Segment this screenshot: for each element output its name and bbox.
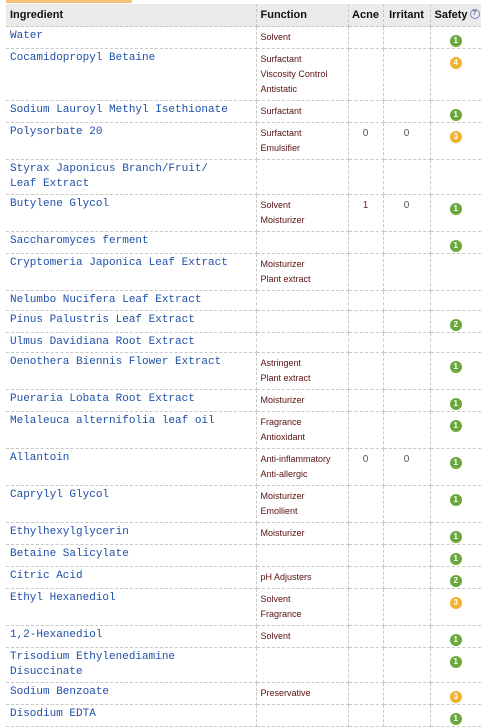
ingredient-cell	[6, 545, 256, 567]
ingredient-name-link[interactable]: Saccharomyces ferment	[10, 235, 149, 247]
ingredient-name-link[interactable]: Sodium Benzoate	[10, 686, 110, 698]
table-row	[6, 311, 481, 333]
table-row	[6, 160, 481, 195]
function-cell	[256, 333, 348, 353]
acne-value	[349, 27, 383, 30]
function-label: Solvent	[260, 631, 291, 641]
safety-header: Safety ?	[430, 4, 481, 27]
function-label: Solvent	[260, 594, 291, 604]
table-row	[6, 705, 481, 727]
tab-strip-accent	[6, 0, 132, 3]
acne-value	[349, 626, 383, 629]
acne-value	[349, 311, 383, 314]
help-icon[interactable]: ?	[470, 9, 480, 19]
acne-value: 0	[362, 128, 369, 139]
irritant-value	[384, 523, 430, 526]
irritant-cell	[383, 27, 430, 49]
ingredient-cell	[6, 390, 256, 412]
ingredient-name-link[interactable]: Polysorbate 20	[10, 126, 103, 138]
acne-value	[349, 232, 383, 235]
irritant-value	[384, 232, 430, 235]
table-row	[6, 390, 481, 412]
safety-badge: 2	[450, 319, 462, 331]
table-row	[6, 195, 481, 232]
function-cell	[256, 254, 348, 291]
irritant-value: 0	[403, 128, 410, 139]
irritant-cell	[383, 626, 430, 648]
function-cell	[256, 390, 348, 412]
safety-badge: 1	[450, 457, 462, 469]
acne-cell	[348, 523, 383, 545]
safety-cell	[430, 486, 481, 523]
irritant-cell	[383, 101, 430, 123]
table-row	[6, 27, 481, 49]
acne-cell	[348, 390, 383, 412]
safety-cell	[430, 567, 481, 589]
function-cell	[256, 195, 348, 232]
irritant-value	[384, 486, 430, 489]
table-header-row	[6, 4, 481, 27]
safety-cell	[430, 123, 481, 160]
irritant-cell	[383, 232, 430, 254]
table-row	[6, 412, 481, 449]
function-cell	[256, 648, 348, 683]
ingredient-header: Ingredient	[6, 4, 256, 27]
acne-cell	[348, 27, 383, 49]
table-row	[6, 683, 481, 705]
ingredient-cell	[6, 449, 256, 486]
ingredient-cell	[6, 567, 256, 589]
irritant-cell	[383, 683, 430, 705]
acne-value	[349, 648, 383, 651]
ingredient-cell	[6, 648, 256, 683]
irritant-value	[384, 254, 430, 257]
table-row	[6, 486, 481, 523]
acne-value	[349, 160, 383, 163]
irritant-value	[384, 311, 430, 314]
irritant-cell	[383, 123, 430, 160]
safety-cell	[430, 648, 481, 683]
ingredient-cell	[6, 333, 256, 353]
safety-badge: 1	[450, 361, 462, 373]
safety-badge: 1	[450, 634, 462, 646]
acne-cell	[348, 195, 383, 232]
acne-cell	[348, 49, 383, 101]
irritant-value	[384, 333, 430, 336]
function-label: Astringent	[260, 358, 302, 368]
ingredient-name-link[interactable]: Leaf Extract	[10, 178, 90, 190]
irritant-value	[384, 412, 430, 415]
function-label: Surfactant	[260, 128, 302, 138]
function-cell	[256, 353, 348, 390]
ingredient-name-link[interactable]: Nelumbo Nucifera Leaf Extract	[10, 294, 202, 306]
function-header: Function	[256, 4, 348, 27]
safety-badge: 1	[450, 240, 462, 252]
safety-cell	[430, 49, 481, 101]
function-label: Moisturizer	[260, 528, 305, 538]
safety-cell	[430, 311, 481, 333]
safety-cell	[430, 160, 481, 195]
function-label: Moisturizer	[260, 259, 305, 269]
irritant-cell	[383, 333, 430, 353]
function-label: Anti-inflammatory	[260, 454, 331, 464]
function-label: Emollient	[260, 506, 298, 516]
ingredient-name-link[interactable]: Pueraria Lobata Root Extract	[10, 393, 195, 405]
table-row	[6, 567, 481, 589]
ingredient-name-link[interactable]: Allantoin	[10, 452, 70, 464]
table-row	[6, 449, 481, 486]
ingredient-cell	[6, 353, 256, 390]
table-row	[6, 545, 481, 567]
table-row	[6, 353, 481, 390]
ingredient-name-link[interactable]: Butylene Glycol	[10, 198, 110, 210]
function-label: Fragrance	[260, 417, 302, 427]
safety-cell	[430, 101, 481, 123]
function-label: Preservative	[260, 688, 311, 698]
acne-value	[349, 291, 383, 294]
safety-cell	[430, 254, 481, 291]
table-row	[6, 648, 481, 683]
safety-cell	[430, 232, 481, 254]
safety-cell	[430, 626, 481, 648]
acne-cell	[348, 683, 383, 705]
ingredient-cell	[6, 254, 256, 291]
ingredient-cell	[6, 412, 256, 449]
safety-cell	[430, 195, 481, 232]
irritant-cell	[383, 589, 430, 626]
safety-badge: 3	[450, 691, 462, 703]
safety-badge: 1	[450, 398, 462, 410]
acne-cell	[348, 626, 383, 648]
ingredient-name-link[interactable]: Water	[10, 30, 44, 42]
acne-cell	[348, 589, 383, 626]
ingredient-name-link[interactable]: Trisodium Ethylenediamine	[10, 651, 176, 663]
function-label: Moisturizer	[260, 395, 305, 405]
ingredient-name-link[interactable]: Ethylhexylglycerin	[10, 526, 129, 538]
ingredient-cell	[6, 626, 256, 648]
function-label: Solvent	[260, 32, 291, 42]
function-label: Moisturizer	[260, 215, 305, 225]
safety-badge: 1	[450, 713, 462, 725]
function-cell	[256, 160, 348, 195]
acne-cell	[348, 648, 383, 683]
irritant-value: 0	[403, 454, 410, 465]
acne-value	[349, 353, 383, 356]
acne-cell	[348, 353, 383, 390]
safety-cell	[430, 333, 481, 353]
ingredient-cell	[6, 27, 256, 49]
function-cell	[256, 486, 348, 523]
acne-value: 1	[362, 200, 369, 211]
safety-badge: 1	[450, 553, 462, 565]
ingredient-name-link[interactable]: Pinus Palustris Leaf Extract	[10, 314, 195, 326]
acne-value	[349, 683, 383, 686]
function-cell	[256, 545, 348, 567]
ingredient-cell	[6, 291, 256, 311]
acne-value	[349, 545, 383, 548]
ingredient-name-link[interactable]: Cocamidopropyl Betaine	[10, 52, 156, 64]
safety-badge: 4	[450, 57, 462, 69]
table-row	[6, 49, 481, 101]
function-cell	[256, 449, 348, 486]
irritant-cell	[383, 523, 430, 545]
function-label: Moisturizer	[260, 491, 305, 501]
acne-cell	[348, 545, 383, 567]
ingredient-cell	[6, 683, 256, 705]
acne-cell	[348, 567, 383, 589]
irritant-cell	[383, 311, 430, 333]
ingredient-name-link[interactable]: Cryptomeria Japonica Leaf Extract	[10, 257, 228, 269]
irritant-cell	[383, 449, 430, 486]
function-cell	[256, 27, 348, 49]
table-row	[6, 523, 481, 545]
irritant-value	[384, 291, 430, 294]
function-cell	[256, 101, 348, 123]
acne-cell	[348, 412, 383, 449]
ingredient-cell	[6, 101, 256, 123]
safety-cell	[430, 353, 481, 390]
function-cell	[256, 589, 348, 626]
acne-value	[349, 523, 383, 526]
ingredient-name-link[interactable]: Ethyl Hexanediol	[10, 592, 116, 604]
acne-cell	[348, 123, 383, 160]
irritant-value	[384, 101, 430, 104]
acne-value	[349, 390, 383, 393]
ingredient-cell	[6, 523, 256, 545]
irritant-value	[384, 49, 430, 52]
safety-cell	[430, 291, 481, 311]
table-row	[6, 626, 481, 648]
safety-cell	[430, 412, 481, 449]
ingredient-cell	[6, 49, 256, 101]
irritant-cell	[383, 254, 430, 291]
safety-cell	[430, 589, 481, 626]
safety-badge: 3	[450, 131, 462, 143]
irritant-value	[384, 567, 430, 570]
irritant-cell	[383, 567, 430, 589]
table-row	[6, 232, 481, 254]
ingredient-cell	[6, 311, 256, 333]
acne-value	[349, 49, 383, 52]
irritant-value	[384, 160, 430, 163]
safety-badge: 2	[450, 575, 462, 587]
function-cell	[256, 412, 348, 449]
ingredient-cell	[6, 195, 256, 232]
ingredient-cell	[6, 232, 256, 254]
function-cell	[256, 291, 348, 311]
safety-cell	[430, 523, 481, 545]
safety-badge: 1	[450, 656, 462, 668]
function-cell	[256, 311, 348, 333]
safety-cell	[430, 705, 481, 727]
acne-cell	[348, 232, 383, 254]
acne-value	[349, 254, 383, 257]
irritant-value	[384, 648, 430, 651]
irritant-cell	[383, 195, 430, 232]
irritant-cell	[383, 545, 430, 567]
ingredient-name-link[interactable]: 1,2-Hexanediol	[10, 629, 103, 641]
acne-cell	[348, 449, 383, 486]
ingredient-name-link[interactable]: Betaine Salicylate	[10, 548, 129, 560]
ingredient-cell	[6, 123, 256, 160]
function-label: Surfactant	[260, 106, 302, 116]
safety-badge: 1	[450, 35, 462, 47]
acne-cell	[348, 101, 383, 123]
irritant-value	[384, 626, 430, 629]
safety-badge: 1	[450, 109, 462, 121]
safety-badge: 1	[450, 494, 462, 506]
acne-cell	[348, 486, 383, 523]
table-row	[6, 589, 481, 626]
ingredient-name-link[interactable]: Ulmus Davidiana Root Extract	[10, 336, 195, 348]
function-cell	[256, 626, 348, 648]
irritant-value	[384, 705, 430, 708]
table-row	[6, 123, 481, 160]
acne-cell	[348, 333, 383, 353]
ingredient-cell	[6, 486, 256, 523]
ingredient-cell	[6, 705, 256, 727]
acne-cell	[348, 291, 383, 311]
function-label: pH Adjusters	[260, 572, 312, 582]
function-label: Viscosity Control	[260, 69, 328, 79]
function-label: Emulsifier	[260, 143, 301, 153]
irritant-value	[384, 27, 430, 30]
irritant-value	[384, 353, 430, 356]
table-body	[6, 27, 481, 727]
safety-badge: 3	[450, 597, 462, 609]
table-row	[6, 291, 481, 311]
function-label: Antistatic	[260, 84, 298, 94]
ingredient-name-link[interactable]: Caprylyl Glycol	[10, 489, 110, 501]
function-cell	[256, 683, 348, 705]
irritant-value	[384, 589, 430, 592]
function-cell	[256, 232, 348, 254]
ingredient-name-link[interactable]: Sodium Lauroyl Methyl Isethionate	[10, 104, 228, 116]
function-label: Fragrance	[260, 609, 302, 619]
ingredient-cell	[6, 589, 256, 626]
acne-cell	[348, 311, 383, 333]
table-row	[6, 254, 481, 291]
irritant-cell	[383, 49, 430, 101]
safety-badge: 1	[450, 203, 462, 215]
acne-cell	[348, 254, 383, 291]
function-label: Plant extract	[260, 373, 311, 383]
table-row	[6, 101, 481, 123]
function-label: Surfactant	[260, 54, 302, 64]
acne-cell	[348, 705, 383, 727]
table-row	[6, 333, 481, 353]
function-cell	[256, 523, 348, 545]
safety-cell	[430, 27, 481, 49]
function-label: Anti-allergic	[260, 469, 308, 479]
irritant-value: 0	[403, 200, 410, 211]
safety-cell	[430, 390, 481, 412]
function-label: Plant extract	[260, 274, 311, 284]
safety-badge: 1	[450, 420, 462, 432]
function-label: Solvent	[260, 200, 291, 210]
ingredient-name-link[interactable]: Citric Acid	[10, 570, 83, 582]
acne-value	[349, 333, 383, 336]
irritant-cell	[383, 486, 430, 523]
acne-value: 0	[362, 454, 369, 465]
irritant-value	[384, 390, 430, 393]
acne-value	[349, 589, 383, 592]
function-cell	[256, 705, 348, 727]
irritant-cell	[383, 648, 430, 683]
acne-cell	[348, 160, 383, 195]
safety-badge: 1	[450, 531, 462, 543]
irritant-cell	[383, 705, 430, 727]
acne-value	[349, 101, 383, 104]
ingredient-name-link[interactable]: Disodium EDTA	[10, 708, 96, 720]
irritant-header: Irritant	[383, 4, 430, 27]
safety-cell	[430, 545, 481, 567]
function-cell	[256, 49, 348, 101]
safety-cell	[430, 449, 481, 486]
function-cell	[256, 123, 348, 160]
function-cell	[256, 567, 348, 589]
ingredient-name-link[interactable]: Oenothera Biennis Flower Extract	[10, 356, 222, 368]
safety-cell	[430, 683, 481, 705]
acne-value	[349, 486, 383, 489]
irritant-cell	[383, 160, 430, 195]
irritant-cell	[383, 412, 430, 449]
acne-value	[349, 705, 383, 708]
ingredient-table	[6, 4, 481, 727]
acne-value	[349, 567, 383, 570]
acne-header: Acne	[348, 4, 383, 27]
ingredient-name-link[interactable]: Melaleuca alternifolia leaf oil	[10, 415, 215, 427]
irritant-value	[384, 545, 430, 548]
irritant-cell	[383, 353, 430, 390]
irritant-value	[384, 683, 430, 686]
irritant-cell	[383, 291, 430, 311]
irritant-cell	[383, 390, 430, 412]
acne-value	[349, 412, 383, 415]
ingredient-name-link[interactable]: Styrax Japonicus Branch/Fruit/	[10, 163, 209, 175]
ingredient-name-link[interactable]: Disuccinate	[10, 666, 83, 678]
ingredient-cell	[6, 160, 256, 195]
function-label: Antioxidant	[260, 432, 306, 442]
